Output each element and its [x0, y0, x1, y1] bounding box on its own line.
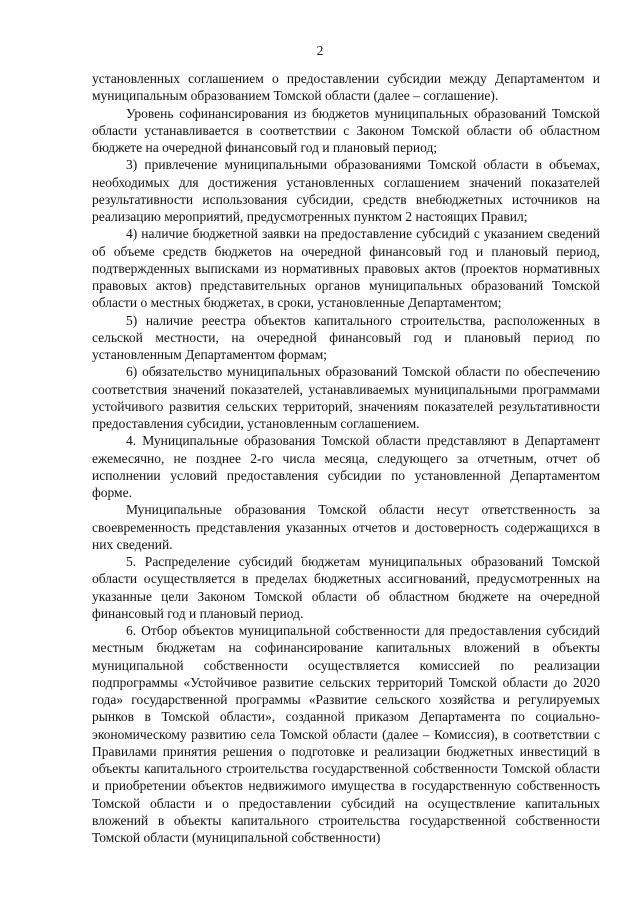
paragraph: 6. Отбор объектов муниципальной собственности для предоставления субсидий местным бюджетам на софинансирование капитальных вложений в объекты муниципальной собственности осуществляется комиссией по реализации подпрограммы «Устойчивое развитие сельских территорий Томской области до 2020 года» государственной программы «Развитие сельского хозяйства и регулируемых рынков в Томской области», созданной приказом Департамента по социально-экономическому развитию села Томской области (далее – Комиссия), в соответствии с Правилами принятия решения о подготовке и реализации бюджетных инвестиций в объекты капитального строительства государственной собственности Томской области и приобретении объектов недвижимого имущества в государственную собственность Томской области и о предоставлении субсидий на осуществление капитальных вложений в объекты капитального строительства государственной собственности Томской области (муниципальной собственности)	[92, 623, 600, 845]
paragraph: 5) наличие реестра объектов капитального строительства, расположенных в сельской местности, на очередной финансовый год и плановый период по установленным Департаментом формам;	[92, 312, 600, 362]
paragraph: установленных соглашением о предоставлении субсидии между Департаментом и муниципальным образованием Томской области (далее – соглашение).	[92, 71, 600, 104]
paragraph: 5. Распределение субсидий бюджетам муниципальных образований Томской области осуществляется в пределах бюджетных ассигнований, предусмотренных на указанные цели Законом Томской области об областном бюджете на очередной финансовый год и плановый период.	[92, 554, 600, 621]
page-number: 2	[316, 43, 324, 58]
paragraph: Уровень софинансирования из бюджетов муниципальных образований Томской области устанавливается в соответствии с Законом Томской области об областном бюджете на очередной финансовый год и плановый период;	[92, 105, 600, 155]
paragraph: Муниципальные образования Томской области несут ответственность за своевременность представления указанных отчетов и достоверность содержащихся в них сведений.	[92, 502, 600, 552]
paragraph: 3) привлечение муниципальными образованиями Томской области в объемах, необходимых для достижения установленных соглашением значений показателей результативности использования субсидии, средств внебюджетных источников на реализацию мероприятий, предусмотренных пунктом 2 настоящих Правил;	[92, 157, 600, 224]
paragraph: 4) наличие бюджетной заявки на предоставление субсидий с указанием сведений об объеме средств бюджетов на очередной финансовый год и плановый период, подтвержденных выписками из нормативных правовых актов (проектов нормативных правовых актов) представительных органов муниципальных образований Томской области о местных бюджетах, в сроки, установленные Департаментом;	[92, 226, 600, 311]
paragraph: 6) обязательство муниципальных образований Томской области по обеспечению соответствия значений показателей, устанавливаемых муниципальными программами устойчивого развития сельских территорий, значениям показателей результативности предоставления субсидии, установленным соглашением.	[92, 364, 600, 431]
document-body	[92, 70, 600, 846]
paragraph: 4. Муниципальные образования Томской области представляют в Департамент ежемесячно, не позднее 2-го числа месяца, следующего за отчетным, отчет об исполнении условий предоставления субсидии по установленной Департаментом форме.	[92, 433, 600, 500]
